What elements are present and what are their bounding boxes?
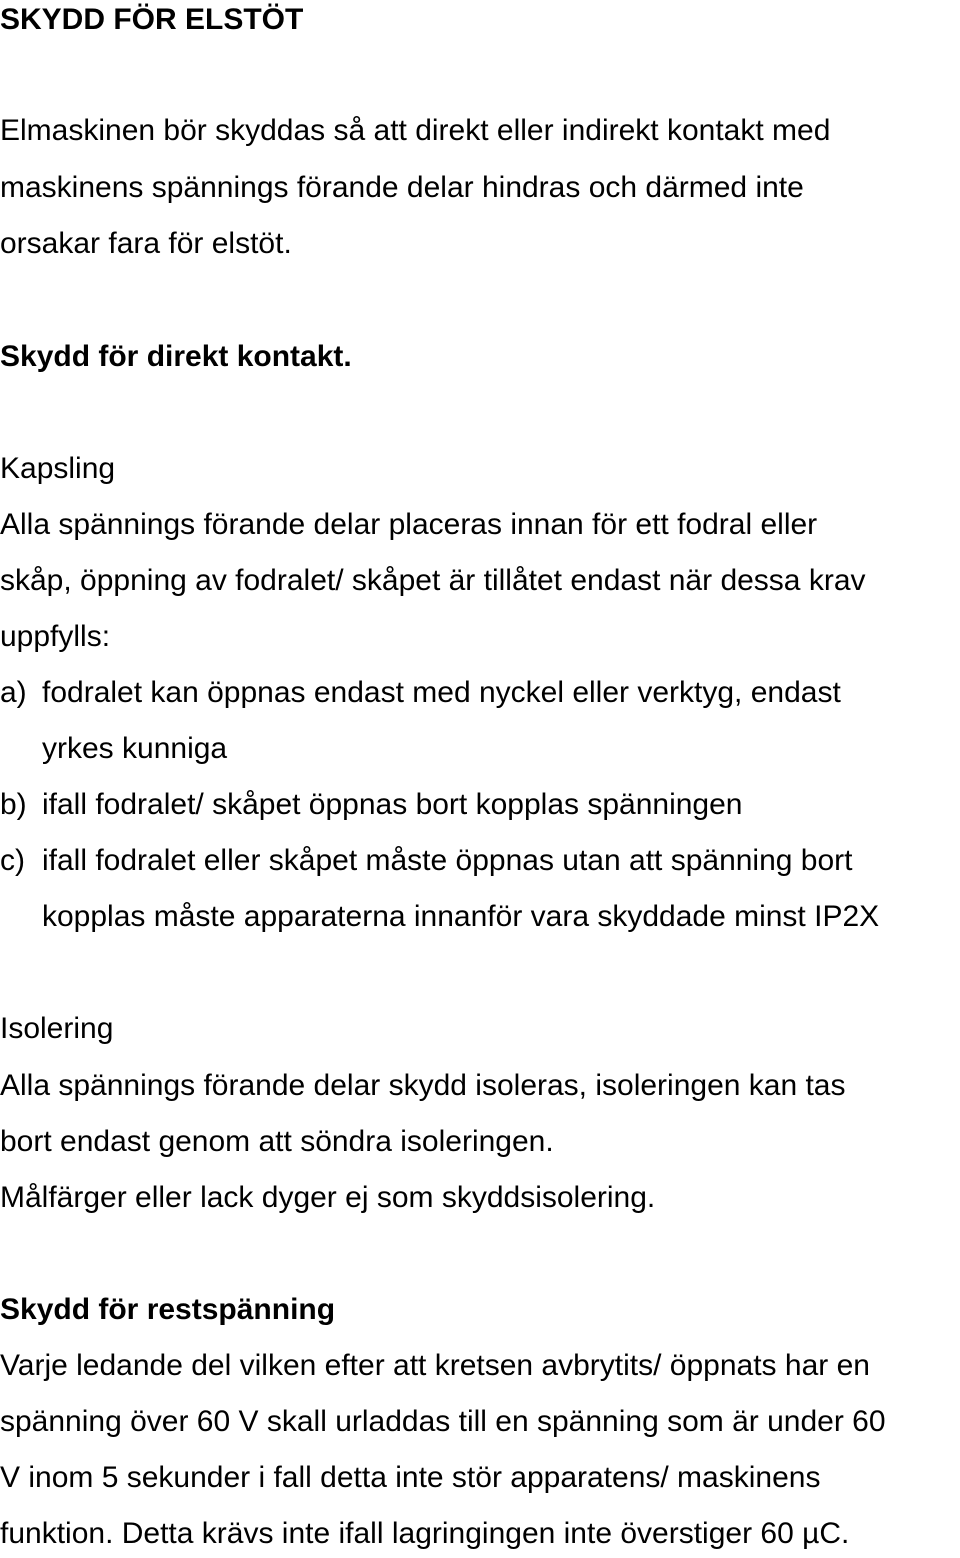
list-item-text: ifall fodralet eller skåpet måste öppnas utan att spänning bort (42, 844, 853, 877)
list-item-text: fodralet kan öppnas endast med nyckel eller verktyg, endast (42, 676, 841, 709)
section-heading-restspanning: Skydd för restspänning (0, 1293, 336, 1326)
text-line: Målfärger eller lack dyger ej som skyddsisolering. (0, 1181, 656, 1214)
text-line: spänning över 60 V skall urladdas till en spänning som är under 60 (0, 1405, 886, 1438)
page-title: SKYDD FÖR ELSTÖT (0, 3, 304, 36)
text-line: funktion. Detta krävs inte ifall lagringingen inte överstiger 60 µC. (0, 1517, 850, 1550)
text-line: V inom 5 sekunder i fall detta inte stör apparatens/ maskinens (0, 1461, 821, 1494)
subheading-kapsling: Kapsling (0, 452, 116, 485)
list-marker: a) (0, 676, 27, 709)
text-line: bort endast genom att söndra isoleringen. (0, 1125, 554, 1158)
text-line: orsakar fara för elstöt. (0, 227, 292, 260)
list-item-text: yrkes kunniga (42, 732, 228, 765)
list-marker: b) (0, 788, 27, 821)
text-line: Alla spännings förande delar placeras innan för ett fodral eller (0, 508, 818, 541)
text-line: uppfylls: (0, 620, 111, 653)
subheading-isolering: Isolering (0, 1012, 114, 1045)
list-marker: c) (0, 844, 25, 877)
text-line: Varje ledande del vilken efter att kretsen avbrytits/ öppnats har en (0, 1349, 870, 1382)
list-item-text: kopplas måste apparaterna innanför vara skyddade minst IP2X (42, 900, 880, 933)
text-line: Alla spännings förande delar skydd isoleras, isoleringen kan tas (0, 1069, 846, 1102)
list-item-text: ifall fodralet/ skåpet öppnas bort kopplas spänningen (42, 788, 743, 821)
text-line: maskinens spännings förande delar hindras och därmed inte (0, 171, 804, 204)
section-heading-direct-contact: Skydd för direkt kontakt. (0, 340, 352, 373)
text-line: skåp, öppning av fodralet/ skåpet är tillåtet endast när dessa krav (0, 564, 866, 597)
text-line: Elmaskinen bör skyddas så att direkt eller indirekt kontakt med (0, 114, 831, 147)
